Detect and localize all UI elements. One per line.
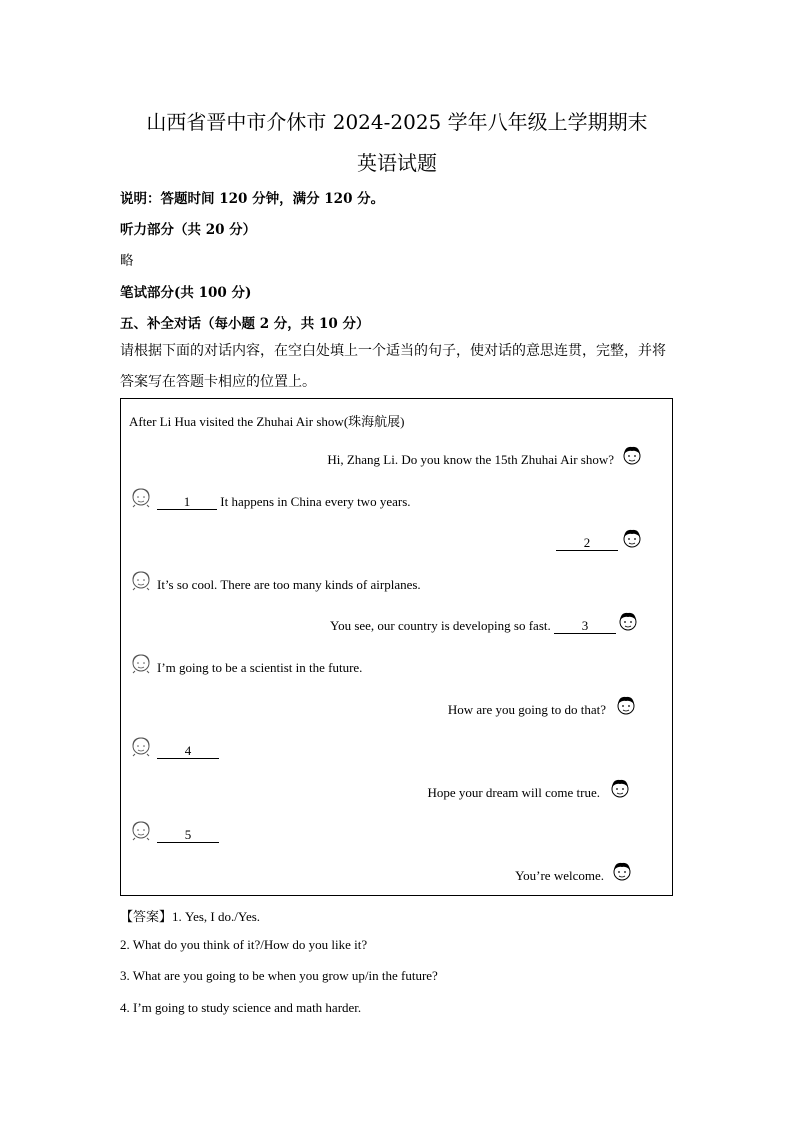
dialogue-line-5: [330, 618, 616, 634]
boy-avatar-icon: [609, 777, 631, 799]
dialogue-text: You’re welcome.: [515, 868, 604, 883]
boy-avatar-icon: [621, 527, 643, 549]
section5-header: 五、补全对话（每小题 2 分，共 10 分）: [120, 316, 370, 332]
page-subtitle: 英语试题: [357, 151, 437, 175]
exam-note: 说明：答题时间 120 分钟，满分 120 分。: [120, 191, 385, 207]
answer-line-2: 2. What do you think of it?/How do you like it?: [120, 937, 368, 952]
answer-line-3: 3. What are you going to be when you grow up/in the future?: [120, 968, 438, 983]
written-header: 笔试部分(共 100 分): [120, 285, 252, 301]
dialogue-text: How are you going to do that?: [447, 702, 606, 717]
answer-blank-3[interactable]: 3: [554, 619, 616, 634]
dialogue-context: After Li Hua visited the Zhuhai Air show(珠海航展): [129, 414, 405, 429]
listening-header: 听力部分（共 20 分）: [120, 222, 257, 238]
answer-line-1: [120, 906, 260, 925]
dialogue-line-8: [157, 743, 219, 759]
dialogue-line-1: [327, 452, 614, 468]
dialogue-line-9: [427, 785, 600, 801]
dialogue-line-7: [448, 702, 606, 718]
dialogue-line-11: [515, 868, 604, 884]
girl-avatar-icon: [130, 486, 152, 508]
answer-label: 【答案】: [120, 909, 173, 924]
answer-blank-2[interactable]: 2: [556, 536, 618, 551]
boy-avatar-icon: [615, 694, 637, 716]
girl-avatar-icon: [130, 569, 152, 591]
dialogue-text: It happens in China every two years.: [220, 494, 411, 509]
dialogue-text: Hi, Zhang Li. Do you know the 15th Zhuhai Air show?: [327, 452, 614, 467]
dialogue-line-10: [157, 827, 219, 843]
instruction-text: 请根据下面的对话内容，在空白处填上一个适当的句子，使对话的意思连贯，完整，并将答案写在答题卡相应的位置上。: [120, 343, 666, 390]
answer-text: 1. Yes, I do./Yes.: [172, 909, 261, 924]
girl-avatar-icon: [130, 819, 152, 841]
girl-avatar-icon: [130, 735, 152, 757]
answer-blank-4[interactable]: 4: [157, 744, 219, 759]
dialogue-text: Hope your dream will come true.: [427, 785, 600, 800]
dialogue-line-3: [556, 535, 618, 551]
page-title: 山西省晋中市介休市 2024-2025 学年八年级上学期期末: [146, 110, 648, 134]
dialogue-line-6: I’m going to be a scientist in the future.: [157, 660, 363, 675]
dialogue-line-2: [157, 494, 411, 510]
boy-avatar-icon: [621, 444, 643, 466]
dialogue-text: You see, our country is developing so fast.: [330, 618, 551, 633]
boy-avatar-icon: [617, 610, 639, 632]
answer-line-4: 4. I’m going to study science and math harder.: [120, 1000, 362, 1015]
answer-blank-5[interactable]: 5: [157, 828, 219, 843]
listening-omitted: 略: [120, 253, 134, 269]
boy-avatar-icon: [611, 860, 633, 882]
dialogue-line-4: It’s so cool. There are too many kinds of airplanes.: [157, 577, 421, 592]
girl-avatar-icon: [130, 652, 152, 674]
dialogue-box: [120, 398, 673, 896]
answer-blank-1[interactable]: 1: [157, 495, 217, 510]
